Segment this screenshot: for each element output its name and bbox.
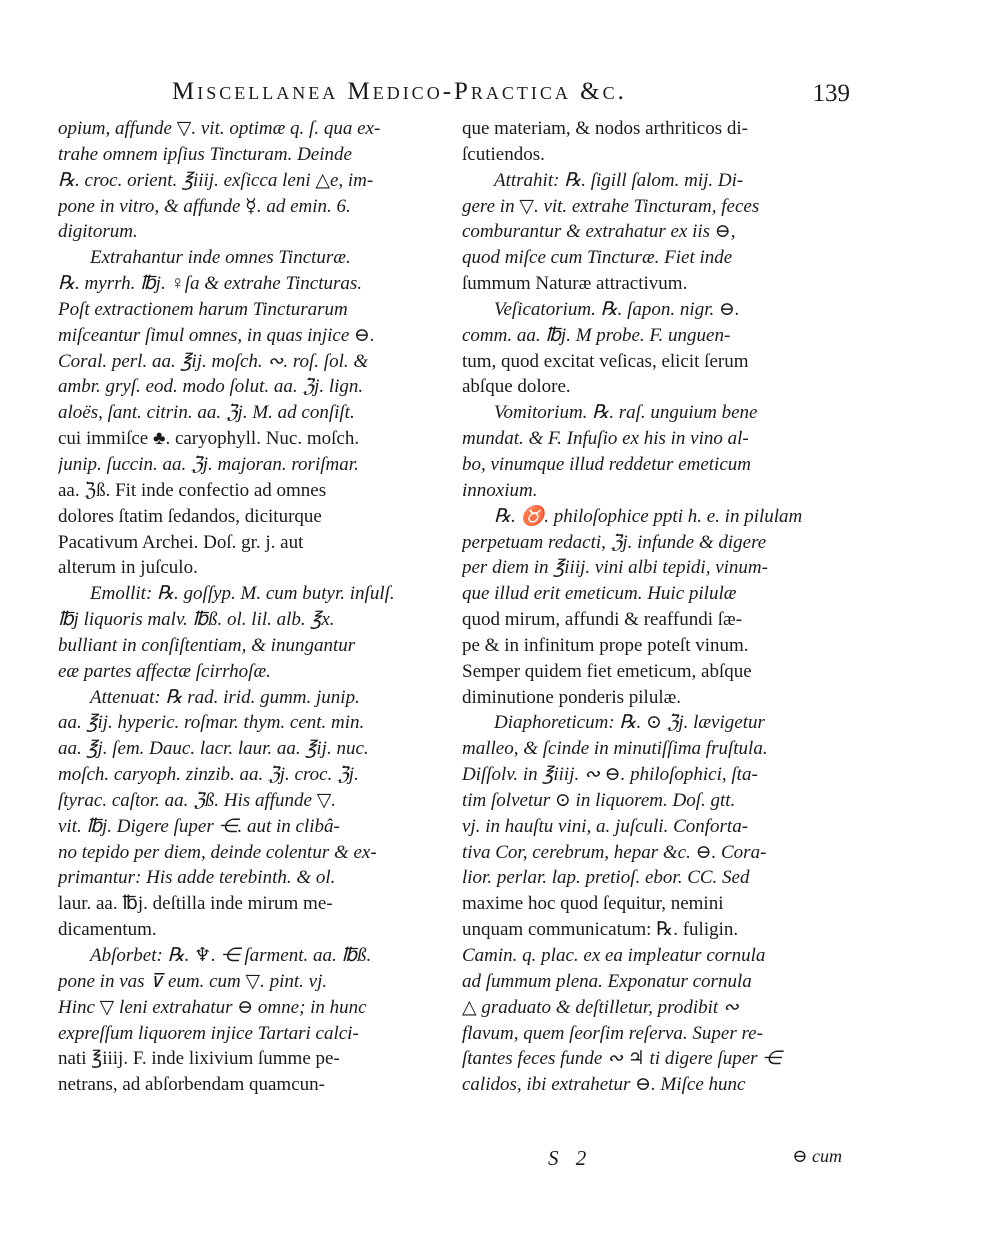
text-line: pone in vas ⊽ eum. cum ▽. pint. vj. xyxy=(58,970,328,992)
text-line: Attrahit: ℞. ſigill ſalom. mij. Di- xyxy=(494,169,744,191)
text-line: aa. ℨß. Fit inde confectio ad omnes xyxy=(58,479,327,501)
text-line: Abſorbet: ℞. ♆. ⋲ ſarment. aa. ℔ß. xyxy=(90,945,372,966)
text-line: primantur: His adde terebinth. & ol. xyxy=(58,867,336,889)
text-line: ℞. ♉. philoſophice ppti h. e. in pilulam xyxy=(494,505,803,527)
text-line: mundat. & F. Infuſio ex his in vino al- xyxy=(462,428,749,450)
text-line: que materiam, & nodos arthriticos di- xyxy=(462,118,748,139)
text-line: trahe omnem ipſius Tincturam. Deinde xyxy=(58,143,352,165)
text-line: moſch. caryoph. zinzib. aa. ℨj. croc. ℨj. xyxy=(58,764,359,786)
text-line: opium, affunde ▽. vit. optimæ q. ſ. qua ex- xyxy=(58,118,381,139)
page-footer xyxy=(462,1146,842,1176)
right-column xyxy=(462,116,857,1098)
text-line: bo, vinumque illud reddetur emeticum xyxy=(462,453,751,475)
text-line: tiva Cor, cerebrum, hepar &c. ⊖. Cora- xyxy=(462,841,767,863)
text-line: △ graduato & deſtilletur, prodibit ∾ xyxy=(462,996,739,1018)
text-line: Semper quidem fiet emeticum, abſque xyxy=(462,660,752,682)
text-line: gere in ▽. vit. extrahe Tincturam, feces xyxy=(462,195,760,217)
text-line: malleo, & ſcinde in minutiſſima fruſtula. xyxy=(462,738,768,760)
text-line: lior. perlar. lap. pretioſ. ebor. CC. Sed xyxy=(462,867,750,889)
text-line: vit. ℔j. Digere ſuper ⋲. aut in clibâ- xyxy=(58,815,340,837)
text-line: maxime hoc quod ſequitur, nemini xyxy=(462,893,724,915)
text-line: nati ℥iiij. F. inde lixivium ſumme pe- xyxy=(58,1048,340,1070)
text-line: perpetuam redacti, ℨj. infunde & digere xyxy=(462,531,767,553)
text-line: ſcutiendos. xyxy=(462,143,545,165)
text-line: bulliant in conſiſtentiam, & inungantur xyxy=(58,634,356,656)
text-line: Poſt extractionem harum Tincturarum xyxy=(58,298,348,320)
left-column xyxy=(58,116,453,1098)
text-line: ℔j liquoris malv. ℔ß. ol. lil. alb. ℥x. xyxy=(58,609,335,631)
running-title: Miscellanea Medico-Practica &c. xyxy=(172,78,627,105)
signature-mark: S 2 xyxy=(548,1146,593,1170)
text-line: alterum in juſculo. xyxy=(58,557,198,579)
text-line: expreſſum liquorem injice Tartari calci- xyxy=(58,1022,359,1044)
text-line: calidos, ibi extrahetur ⊖. Miſce hunc xyxy=(462,1074,746,1096)
text-line: unquam communicatum: ℞. fuligin. xyxy=(462,919,739,941)
text-line: quod mirum, affundi & reaffundi ſæ- xyxy=(462,609,743,631)
text-line: diminutione ponderis pilulæ. xyxy=(462,686,682,708)
text-line: innoxium. xyxy=(462,479,538,501)
text-line: miſceantur ſimul omnes, in quas injice ⊖. xyxy=(58,324,375,346)
text-line: abſque dolore. xyxy=(462,376,571,398)
text-line: comm. aa. ℔j. M probe. F. unguen- xyxy=(462,324,731,346)
text-line: aa. ℥j. ſem. Dauc. lacr. laur. aa. ℥ij. nuc. xyxy=(58,738,369,760)
text-line: per diem in ℥iiij. vini albi tepidi, vinum- xyxy=(462,557,768,579)
text-line: dolores ſtatim ſedandos, diciturque xyxy=(58,505,322,527)
text-line: aloës, ſant. citrin. aa. ℨj. M. ad conſiſt. xyxy=(58,402,355,424)
text-line: Diſſolv. in ℥iiij. ∾ ⊖. philoſophici, ſta- xyxy=(462,764,758,786)
text-line: Extrahantur inde omnes Tincturæ. xyxy=(90,247,351,269)
text-line: cui immiſce ♣. caryophyll. Nuc. moſch. xyxy=(58,428,360,450)
text-line: pone in vitro, & affunde ☿. ad emin. 6. xyxy=(58,195,351,217)
page-number: 139 xyxy=(812,80,850,107)
text-line: ſummum Naturæ attractivum. xyxy=(462,273,688,295)
text-line: Vomitorium. ℞. raſ. unguium bene xyxy=(494,402,758,424)
text-line: flavum, quem ſeorſim reſerva. Super re- xyxy=(462,1022,763,1044)
text-line: ambr. gryſ. eod. modo ſolut. aa. ℨj. lign. xyxy=(58,376,364,398)
text-line: tim ſolvetur ⊙ in liquorem. Doſ. gtt. xyxy=(462,789,736,811)
text-line: eæ partes affectæ ſcirrhoſæ. xyxy=(58,660,271,682)
text-line: Pacativum Archei. Doſ. gr. j. aut xyxy=(58,531,304,553)
text-line: ſtyrac. caſtor. aa. ℨß. His affunde ▽. xyxy=(58,789,337,811)
text-line: Veſicatorium. ℞. ſapon. nigr. ⊖. xyxy=(494,298,740,320)
text-line: Camin. q. plac. ex ea impleatur cornula xyxy=(462,945,766,966)
text-line: quod miſce cum Tincturæ. Fiet inde xyxy=(462,247,733,269)
text-line: comburantur & extrahatur ex iis ⊖, xyxy=(462,221,736,243)
text-line: que illud erit emeticum. Huic pilulæ xyxy=(462,583,737,605)
text-line: ℞. myrrh. ℔j. ♀ſa & extrahe Tincturas. xyxy=(58,273,363,295)
text-line: Coral. perl. aa. ℥ij. moſch. ∾. roſ. ſol. & xyxy=(58,350,369,372)
text-line: ad ſummum plena. Exponatur cornula xyxy=(462,970,752,992)
catchword: ⊖ cum xyxy=(792,1146,842,1166)
text-line: vj. in hauſtu vini, a. juſculi. Conforta- xyxy=(462,815,749,837)
text-line: ſtantes feces funde ∾ ♃ ti digere ſuper ⋲ xyxy=(462,1048,782,1070)
text-line: digitorum. xyxy=(58,221,138,243)
text-line: Hinc ▽ leni extrahatur ⊖ omne; in hunc xyxy=(58,996,367,1018)
text-line: pe & in infinitum prope poteſt vinum. xyxy=(462,634,749,656)
text-line: junip. ſuccin. aa. ℨj. majoran. roriſmar. xyxy=(58,453,359,475)
text-line: no tepido per diem, deinde colentur & ex- xyxy=(58,841,377,863)
text-line: netrans, ad abſorbendam quamcun- xyxy=(58,1074,325,1096)
text-line: dicamentum. xyxy=(58,919,157,941)
text-line: tum, quod excitat veſicas, elicit ſerum xyxy=(462,350,749,372)
text-line: Emollit: ℞. goſſyp. M. cum butyr. inſulſ. xyxy=(90,583,395,605)
text-line: laur. aa. ℔j. deſtilla inde mirum me- xyxy=(58,893,333,915)
text-line: aa. ℥ij. hyperic. roſmar. thym. cent. min. xyxy=(58,712,365,734)
text-line: Diaphoreticum: ℞. ⊙ ℨj. lævigetur xyxy=(494,712,765,734)
text-line: Attenuat: ℞ rad. irid. gumm. junip. xyxy=(90,686,360,708)
running-header xyxy=(60,78,850,118)
text-line: ℞. croc. orient. ℥iiij. exſicca leni △e, im- xyxy=(58,169,374,191)
